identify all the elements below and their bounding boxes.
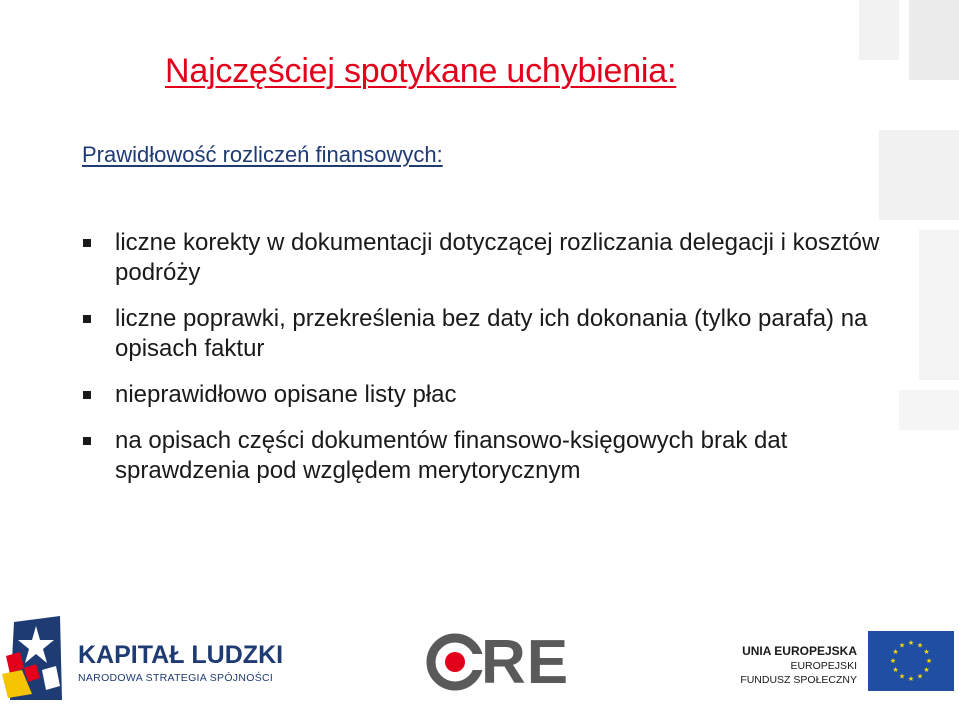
- slide-subtitle: Prawidłowość rozliczeń finansowych:: [82, 142, 443, 167]
- svg-text:★: ★: [898, 672, 906, 681]
- bullet-text: liczne poprawki, przekreślenia bez daty ich dokonania (tylko parafa) na opisach faktur: [115, 305, 868, 362]
- svg-text:★: ★: [907, 675, 915, 683]
- kapital-ludzki-subtitle: NARODOWA STRATEGIA SPÓJNOŚCI: [78, 672, 274, 684]
- svg-text:★: ★: [907, 639, 915, 647]
- svg-text:★: ★: [923, 648, 930, 656]
- bullet-text: nieprawidłowo opisane listy płac: [115, 381, 457, 408]
- svg-text:★: ★: [916, 641, 924, 650]
- bullet-text: liczne korekty w dokumentacji dotyczącej rozliczania delegacji i kosztów podróży: [115, 229, 880, 286]
- ue-title: UNIA EUROPEJSKA: [742, 644, 857, 658]
- eu-flag-icon: [868, 631, 954, 691]
- ore-logo-text: RE: [481, 628, 570, 697]
- svg-text:★: ★: [923, 666, 930, 674]
- bullet-item: [82, 426, 902, 486]
- bullet-square-icon: [83, 315, 91, 323]
- bullet-item: [82, 380, 902, 410]
- slide-title: Najczęściej spotykane uchybienia:: [165, 52, 677, 90]
- svg-text:★: ★: [889, 657, 897, 665]
- ore-logo-icon: [425, 632, 485, 692]
- svg-text:★: ★: [898, 641, 906, 650]
- bullet-list: [82, 228, 902, 502]
- ue-fund-line1: EUROPEJSKI: [790, 660, 857, 672]
- bullet-square-icon: [83, 391, 91, 399]
- bullet-square-icon: [83, 437, 91, 445]
- kapital-ludzki-logo-icon: [2, 616, 72, 700]
- ue-fund-line2: FUNDUSZ SPOŁECZNY: [740, 674, 857, 686]
- svg-text:★: ★: [916, 672, 924, 681]
- svg-text:★: ★: [925, 657, 933, 665]
- bullet-item: [82, 228, 902, 288]
- svg-text:★: ★: [892, 666, 899, 674]
- bullet-item: [82, 304, 902, 364]
- bullet-square-icon: [83, 239, 91, 247]
- bullet-text: na opisach części dokumentów finansowo-księgowych brak dat sprawdzenia pod względem merytorycznym: [115, 427, 788, 484]
- kapital-ludzki-title: KAPITAŁ LUDZKI: [78, 641, 284, 669]
- svg-text:★: ★: [892, 648, 899, 656]
